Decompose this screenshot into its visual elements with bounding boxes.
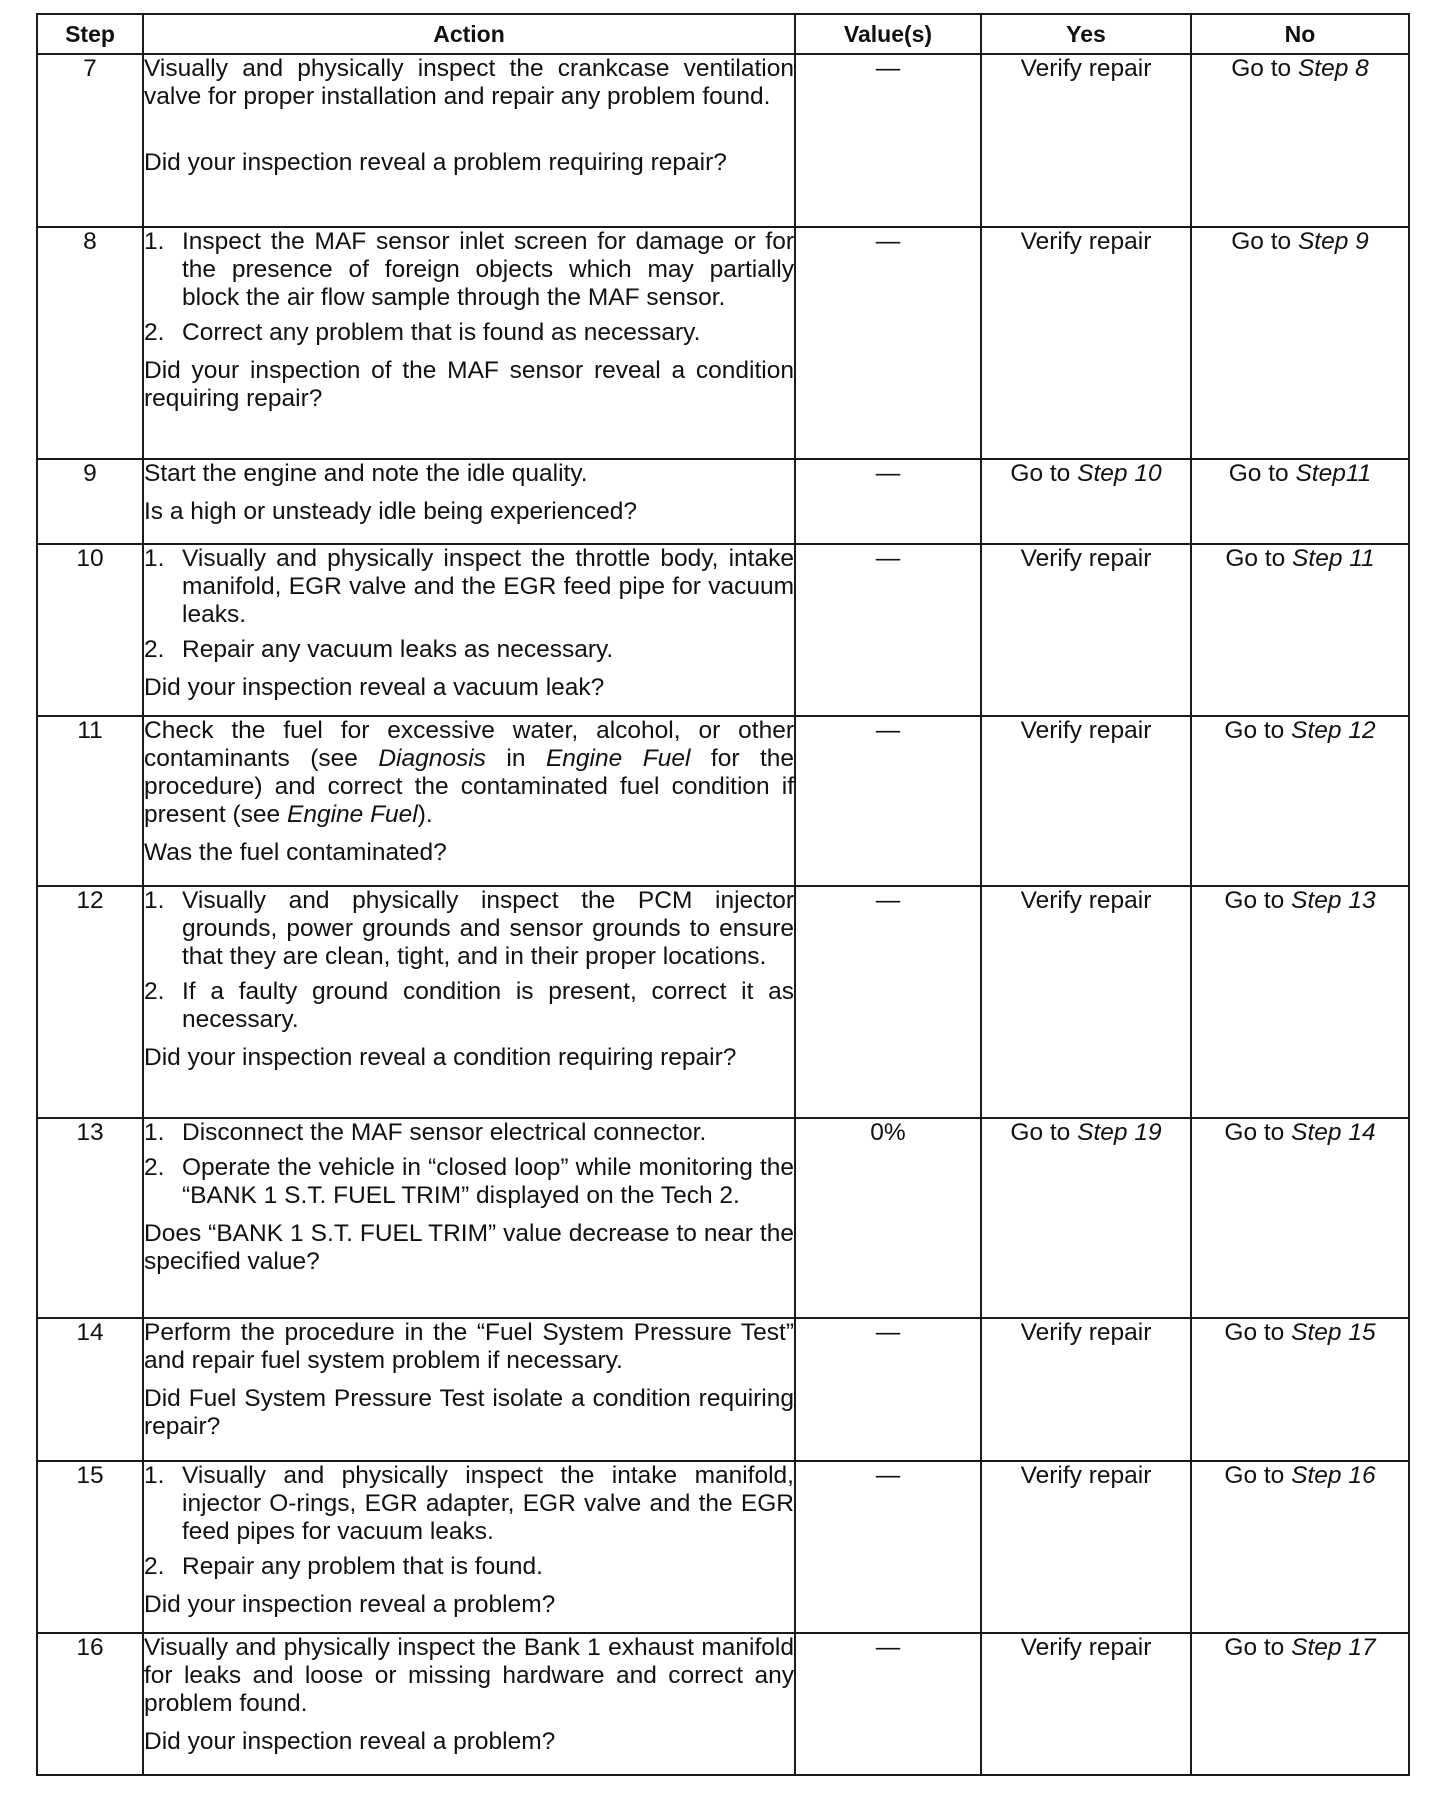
no-prefix: Go to: [1225, 545, 1293, 572]
yes-step-ref: Step 19: [1077, 1119, 1162, 1146]
value-cell: —: [795, 716, 981, 886]
action-cell: [143, 1318, 795, 1461]
no-prefix: Go to: [1224, 1634, 1292, 1661]
yes-step-ref: Step 10: [1077, 460, 1162, 487]
table-row: [37, 886, 1409, 1118]
header-row: [37, 14, 1409, 54]
table-row: [37, 227, 1409, 459]
yes-cell: Verify repair: [981, 227, 1191, 459]
table-row: [37, 1118, 1409, 1318]
action-list: [144, 1462, 794, 1581]
action-cell: [143, 716, 795, 886]
action-question: Does “BANK 1 S.T. FUEL TRIM” value decrease to near the specified value?: [144, 1220, 794, 1275]
action-cell: [143, 227, 795, 459]
value-cell: —: [795, 544, 981, 716]
no-prefix: Go to: [1231, 55, 1298, 82]
table-row: [37, 716, 1409, 886]
table-row: [37, 459, 1409, 544]
step-number: 8: [37, 227, 143, 459]
header-values: Value(s): [795, 14, 981, 54]
no-cell: [1191, 544, 1409, 716]
action-question: Did your inspection reveal a vacuum leak?: [144, 674, 605, 701]
action-question: Did your inspection reveal a problem requiring repair?: [144, 149, 727, 176]
action-list: [144, 545, 794, 664]
no-prefix: Go to: [1224, 717, 1292, 744]
table-row: [37, 544, 1409, 716]
header-yes: Yes: [981, 14, 1191, 54]
action-question: Is a high or unsteady idle being experienced?: [144, 498, 638, 525]
action-cell: [143, 54, 795, 227]
no-step-ref: Step11: [1295, 460, 1372, 487]
step-number: 7: [37, 54, 143, 227]
step-number: 10: [37, 544, 143, 716]
no-cell: [1191, 886, 1409, 1118]
step-number: 13: [37, 1118, 143, 1318]
no-step-ref: Step 16: [1291, 1462, 1376, 1489]
no-prefix: Go to: [1224, 1119, 1292, 1146]
no-cell: [1191, 54, 1409, 227]
action-cell: [143, 886, 795, 1118]
action-question: Was the fuel contaminated?: [144, 839, 447, 866]
yes-cell: Verify repair: [981, 716, 1191, 886]
table-row: [37, 1461, 1409, 1633]
yes-cell: Verify repair: [981, 1318, 1191, 1461]
no-step-ref: Step 17: [1291, 1634, 1376, 1661]
step-number: 11: [37, 716, 143, 886]
action-question: Did your inspection reveal a problem?: [144, 1591, 556, 1618]
action-question: Did your inspection reveal a condition requiring repair?: [144, 1044, 737, 1071]
no-cell: [1191, 227, 1409, 459]
no-step-ref: Step 8: [1297, 55, 1369, 82]
no-prefix: Go to: [1224, 1462, 1292, 1489]
step-number: 15: [37, 1461, 143, 1633]
list-item: 2. Operate the vehicle in “closed loop” while monitoring the “BANK 1 S.T. FUEL TRIM” displayed on the Tech 2.: [144, 1154, 794, 1209]
yes-cell: Verify repair: [981, 1461, 1191, 1633]
yes-cell: Verify repair: [981, 54, 1191, 227]
list-item: 2. Correct any problem that is found as necessary.: [144, 319, 701, 346]
action-text: Visually and physically inspect the crankcase ventilation valve for proper installation and repair any problem found.: [144, 55, 794, 110]
diagnostic-page: [36, 13, 1408, 1776]
no-cell: [1191, 459, 1409, 544]
header-step: Step: [37, 14, 143, 54]
header-action: Action: [143, 14, 795, 54]
action-cell: [143, 459, 795, 544]
action-text: Perform the procedure in the “Fuel System Pressure Test” and repair fuel system problem if necessary.: [144, 1319, 794, 1374]
action-cell: [143, 1461, 795, 1633]
no-cell: [1191, 1118, 1409, 1318]
no-prefix: Go to: [1224, 887, 1292, 914]
action-list: [144, 228, 794, 347]
value-cell: —: [795, 227, 981, 459]
no-cell: [1191, 716, 1409, 886]
table-row: [37, 54, 1409, 227]
yes-prefix: Go to: [1010, 460, 1078, 487]
value-cell: —: [795, 1461, 981, 1633]
no-cell: [1191, 1461, 1409, 1633]
value-cell: —: [795, 54, 981, 227]
no-prefix: Go to: [1231, 228, 1298, 255]
action-list: [144, 1119, 794, 1210]
action-text: Start the engine and note the idle quality.: [144, 460, 588, 487]
yes-cell: Verify repair: [981, 886, 1191, 1118]
no-step-ref: Step 11: [1292, 545, 1375, 572]
table-row: [37, 1633, 1409, 1775]
action-question: Did Fuel System Pressure Test isolate a condition requiring repair?: [144, 1385, 794, 1440]
value-cell: —: [795, 1633, 981, 1775]
list-item: 1. Visually and physically inspect the intake manifold, injector O-rings, EGR adapter, EGR valve and the EGR feed pipes for vacuum leaks.: [144, 1462, 794, 1545]
action-cell: [143, 544, 795, 716]
no-cell: [1191, 1633, 1409, 1775]
no-step-ref: Step 13: [1291, 887, 1376, 914]
step-number: 9: [37, 459, 143, 544]
list-item: 2. Repair any vacuum leaks as necessary.: [144, 636, 614, 663]
value-cell: —: [795, 886, 981, 1118]
list-item: 2. Repair any problem that is found.: [144, 1553, 543, 1580]
yes-cell: Verify repair: [981, 1633, 1191, 1775]
no-prefix: Go to: [1228, 460, 1296, 487]
action-cell: [143, 1633, 795, 1775]
no-step-ref: Step 15: [1291, 1319, 1376, 1346]
no-prefix: Go to: [1224, 1319, 1292, 1346]
action-question: Did your inspection reveal a problem?: [144, 1728, 556, 1755]
action-list: [144, 887, 794, 1034]
yes-cell: Verify repair: [981, 544, 1191, 716]
action-text: Visually and physically inspect the Bank 1 exhaust manifold for leaks and loose or missing hardware and correct any problem found.: [144, 1634, 794, 1717]
no-step-ref: Step 14: [1291, 1119, 1376, 1146]
list-item: 1. Visually and physically inspect the throttle body, intake manifold, EGR valve and the EGR feed pipe for vacuum leaks.: [144, 545, 794, 628]
action-question: Did your inspection of the MAF sensor reveal a condition requiring repair?: [144, 357, 794, 412]
no-step-ref: Step 12: [1291, 717, 1376, 744]
no-cell: [1191, 1318, 1409, 1461]
header-no: No: [1191, 14, 1409, 54]
step-number: 12: [37, 886, 143, 1118]
value-cell: 0%: [795, 1118, 981, 1318]
yes-cell: [981, 459, 1191, 544]
list-item: 1. Visually and physically inspect the PCM injector grounds, power grounds and sensor grounds to ensure that they are clean, tight, and in their proper locations.: [144, 887, 794, 970]
value-cell: —: [795, 1318, 981, 1461]
step-number: 14: [37, 1318, 143, 1461]
list-item: 1. Disconnect the MAF sensor electrical connector.: [144, 1119, 707, 1146]
table-row: [37, 1318, 1409, 1461]
value-cell: —: [795, 459, 981, 544]
step-number: 16: [37, 1633, 143, 1775]
no-step-ref: Step 9: [1297, 228, 1369, 255]
list-item: 2. If a faulty ground condition is present, correct it as necessary.: [144, 978, 794, 1033]
yes-prefix: Go to: [1010, 1119, 1078, 1146]
action-text: Check the fuel for excessive water, alcohol, or other contaminants (see Diagnosis in Engine Fuel for the procedure) and correct the contaminated fuel condition if present (see Engine Fuel).: [144, 717, 795, 828]
action-cell: [143, 1118, 795, 1318]
list-item: 1. Inspect the MAF sensor inlet screen for damage or for the presence of foreign objects which may partially block the air flow sample through the MAF sensor.: [144, 228, 794, 311]
yes-cell: [981, 1118, 1191, 1318]
diagnostic-table: [36, 13, 1410, 1776]
